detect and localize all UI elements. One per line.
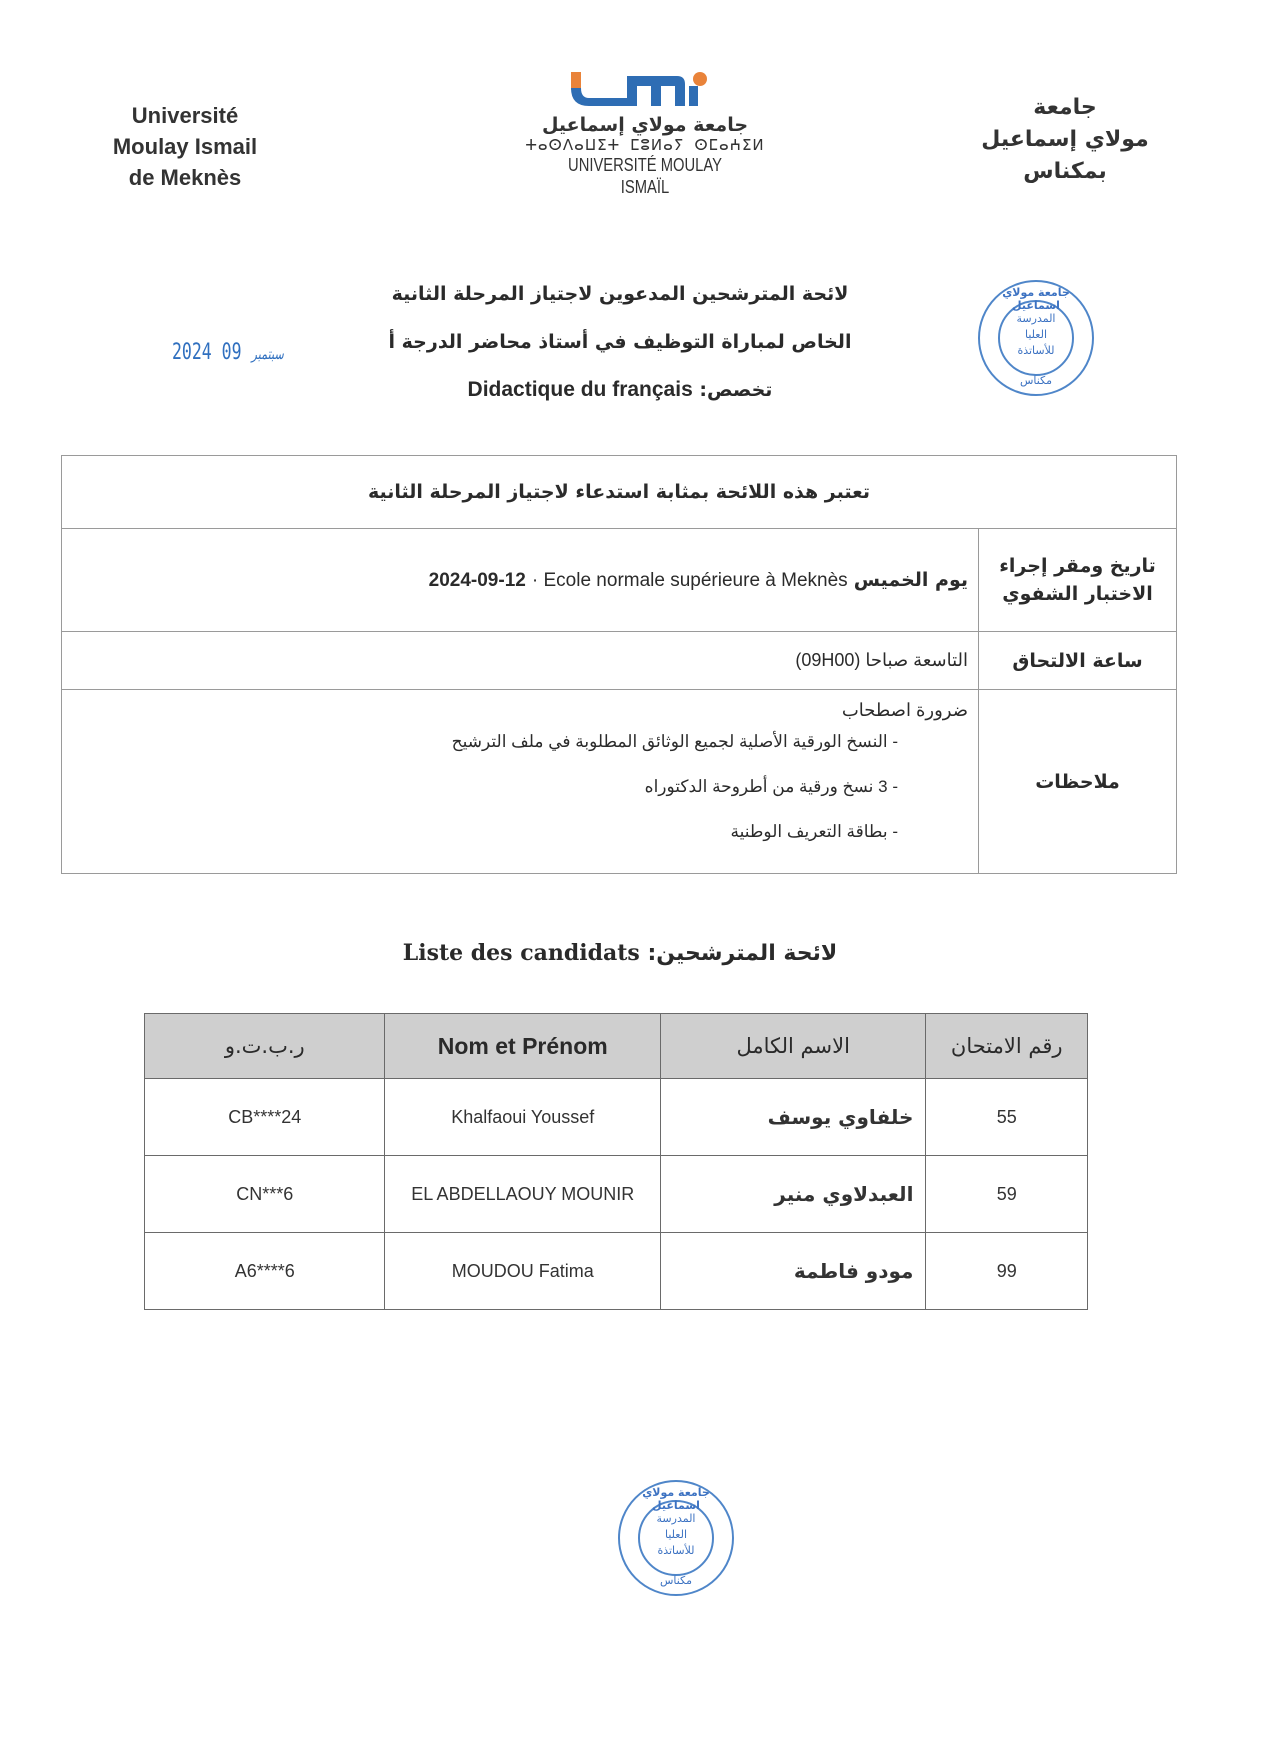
logo-latin-text: UNIVERSITÉ MOULAY ISMAÏL <box>568 155 722 197</box>
candidate-list-title-ar: لائحة المترشحين: <box>647 941 838 966</box>
candidate-list-title-fr: Liste des candidats <box>402 940 640 966</box>
stamp-inner-line-3: للأساتذة <box>657 1544 695 1557</box>
university-name-fr <box>90 100 280 193</box>
stamp-inner-line-3: للأساتذة <box>1017 344 1055 357</box>
info-row-time <box>62 632 1177 690</box>
specialty-line <box>380 366 860 414</box>
name-ar: مودو فاطمة <box>661 1233 926 1310</box>
university-name-ar-line-2: مولاي إسماعيل <box>981 127 1149 152</box>
university-name-ar-line-1: جامعة <box>1033 95 1097 120</box>
stamp-outer-text: جامعة مولاي اسماعيل <box>1002 286 1070 312</box>
notes-item: - 3 نسخ ورقية من أطروحة الدكتوراه <box>644 777 898 796</box>
name-ar: العبدلاوي منير <box>661 1156 926 1233</box>
date-stamp <box>172 340 284 365</box>
candidates-table <box>144 1013 1088 1310</box>
stamp-inner-line-2: العليا <box>664 1528 688 1541</box>
name-fr: Khalfaoui Youssef <box>385 1079 661 1156</box>
school-stamp-top <box>978 280 1094 396</box>
title-line-2: الخاص لمباراة التوظيف في أستاذ محاضر الدرجة أ <box>388 331 852 353</box>
university-name-fr-line-1: Université <box>131 103 239 128</box>
exam-number: 99 <box>926 1233 1088 1310</box>
university-name-ar <box>970 92 1160 188</box>
exam-number: 59 <box>926 1156 1088 1233</box>
col-exam-number: رقم الامتحان <box>926 1014 1088 1079</box>
document-title <box>380 270 860 414</box>
name-ar: خلفاوي يوسف <box>661 1079 926 1156</box>
university-name-ar-line-3: بمكناس <box>1023 159 1107 184</box>
date-stamp-year: 2024 <box>172 340 212 365</box>
cin: CN***6 <box>145 1156 385 1233</box>
table-row <box>145 1156 1088 1233</box>
date-stamp-month: سبتمبر <box>251 345 284 363</box>
stamp-outer-text: جامعة مولاي اسماعيل <box>642 1486 710 1512</box>
logo-arabic-text: جامعة مولاي إسماعيل <box>541 114 749 136</box>
table-row <box>145 1233 1088 1310</box>
table-row <box>145 1079 1088 1156</box>
info-row-date <box>62 529 1177 632</box>
stamp-inner-line-1: المدرسة <box>1016 312 1056 325</box>
exam-number: 55 <box>926 1079 1088 1156</box>
specialty-value: Didactique du français <box>467 378 693 401</box>
date-value-day: يوم الخميس <box>853 568 968 591</box>
date-value-date: 2024-09-12 <box>428 569 526 591</box>
school-stamp-bottom <box>618 1480 734 1596</box>
notes-item: - النسخ الورقية الأصلية لجميع الوثائق المطلوبة في ملف الترشيح <box>451 732 898 751</box>
notes-value <box>62 690 979 874</box>
cin: CB****24 <box>145 1079 385 1156</box>
candidate-list-title <box>380 940 860 966</box>
stamp-bottom-text: مكناس <box>659 1574 693 1587</box>
candidates-header-row <box>145 1014 1088 1079</box>
notes-item: - بطاقة التعريف الوطنية <box>730 822 898 841</box>
convocation-info-table <box>61 455 1177 874</box>
logo-tifinagh-text: ⵜⴰⵙⴷⴰⵡⵉⵜ ⵎⵓⵍⴰⵢ ⵙⵎⴰⵄⵉⵍ <box>525 136 765 154</box>
stamp-bottom-text: مكناس <box>1019 374 1053 387</box>
date-value: يوم الخميس 2024-09-12 · Ecole normale supérieure à Meknès <box>62 529 979 632</box>
cin: A6****6 <box>145 1233 385 1310</box>
time-value: التاسعة صباحا (09H00) <box>62 632 979 690</box>
name-fr: MOUDOU Fatima <box>385 1233 661 1310</box>
specialty-label: تخصص: <box>699 379 773 401</box>
notes-label: ملاحظات <box>979 690 1177 874</box>
umi-logo-icon <box>565 72 725 112</box>
col-full-name-fr: Nom et Prénom <box>385 1014 661 1079</box>
date-label: تاريخ ومقر إجراء الاختبار الشفوي <box>979 529 1177 632</box>
date-value-place: Ecole normale supérieure à Meknès <box>543 569 848 591</box>
university-name-fr-line-3: de Meknès <box>128 165 242 190</box>
notes-intro: ضرورة اصطحاب <box>841 700 968 720</box>
col-full-name-ar: الاسم الكامل <box>661 1014 926 1079</box>
stamp-inner-line-1: المدرسة <box>656 1512 696 1525</box>
info-row-notes <box>62 690 1177 874</box>
date-stamp-day: 09 <box>221 340 242 365</box>
info-table-heading: تعتبر هذه اللائحة بمثابة استدعاء لاجتياز المرحلة الثانية <box>62 456 1177 529</box>
col-cin: ر.ب.ت.و <box>145 1014 385 1079</box>
university-name-fr-line-2: Moulay Ismail <box>112 134 258 159</box>
title-line-1: لائحة المترشحين المدعوين لاجتياز المرحلة الثانية <box>391 283 849 305</box>
university-logo <box>520 72 770 212</box>
stamp-inner-line-2: العليا <box>1024 328 1048 341</box>
time-label: ساعة الالتحاق <box>979 632 1177 690</box>
name-fr: EL ABDELLAOUY MOUNIR <box>385 1156 661 1233</box>
